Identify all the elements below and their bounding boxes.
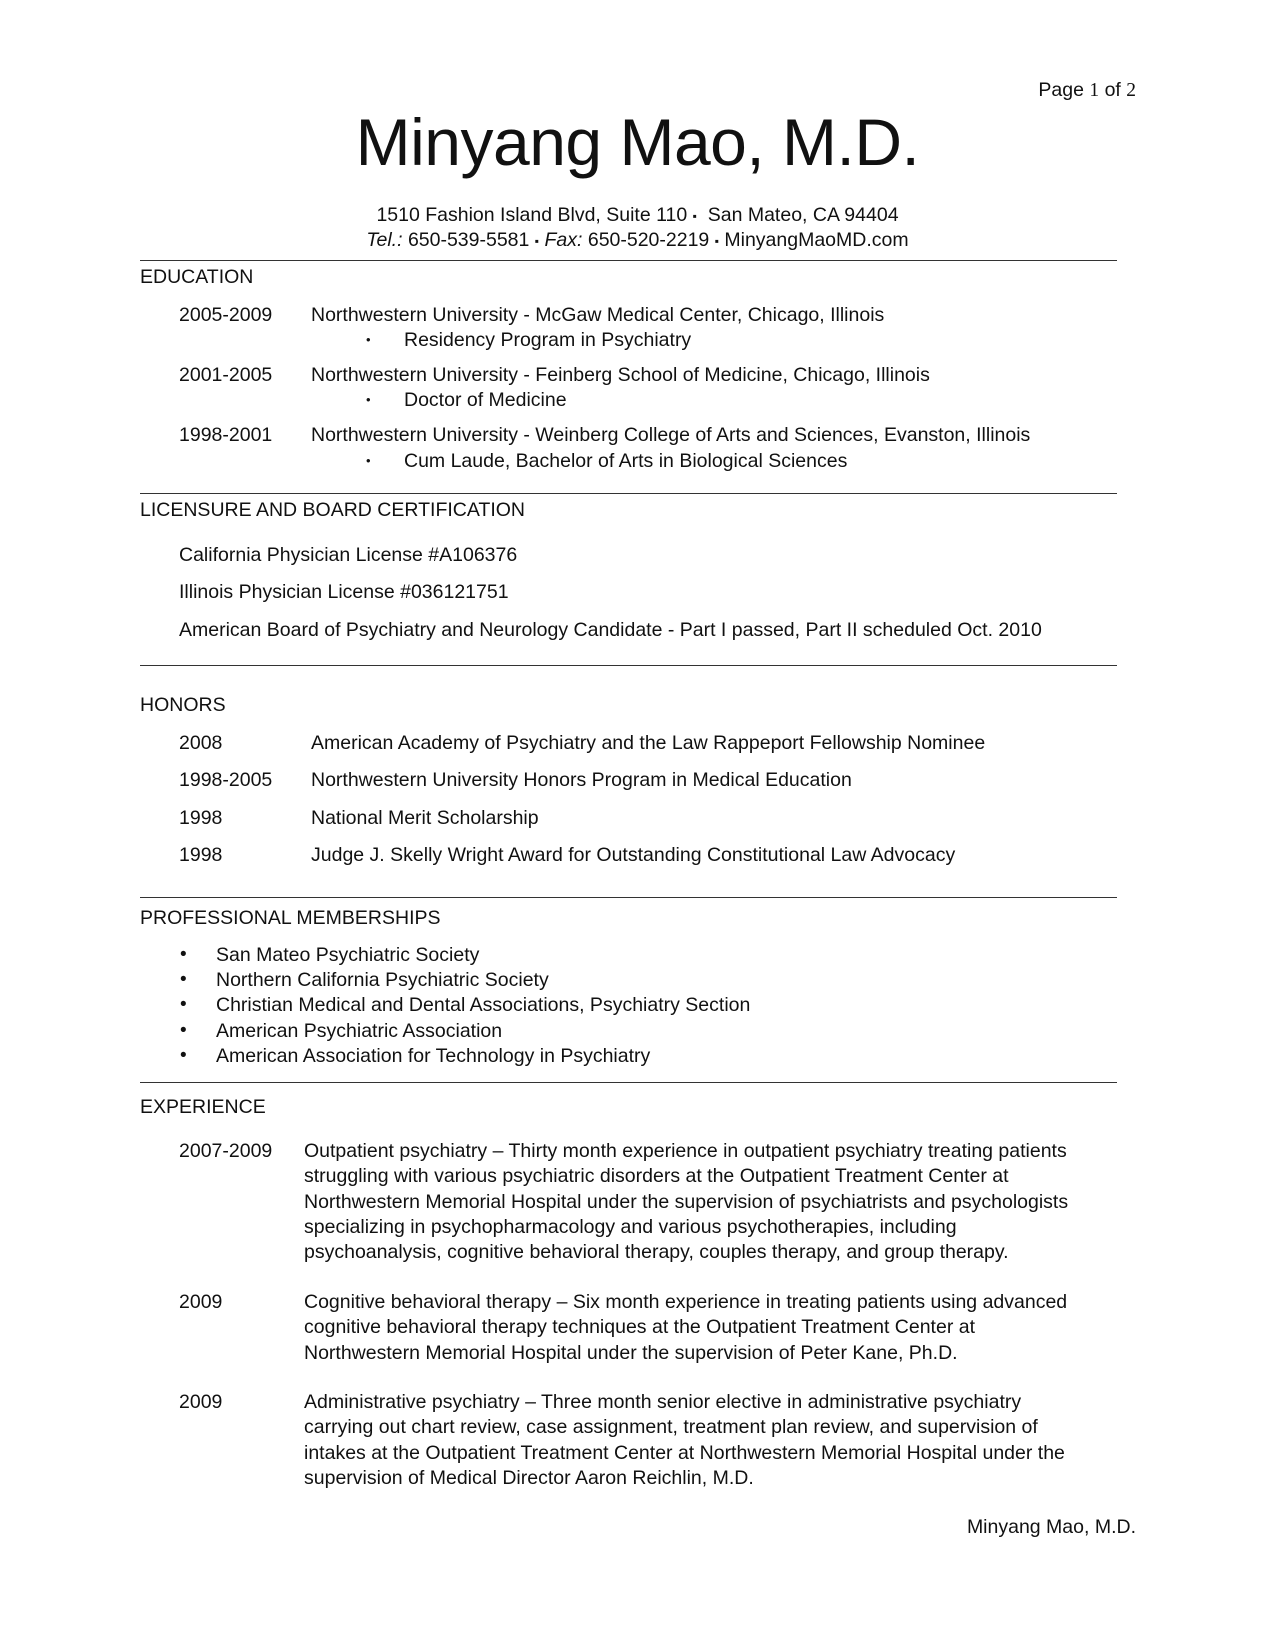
address: 1510 Fashion Island Blvd, Suite 110 [376,204,688,226]
license-item: Illinois Physician License #036121751 [179,581,509,603]
honor-year: 1998-2005 [179,769,273,791]
experience-line: carrying out chart review, case assignment, treatment plan review, and supervision of [304,1416,1038,1439]
divider [140,1082,1117,1083]
honor-year: 2008 [179,732,223,754]
experience-line: Northwestern Memorial Hospital under the supervision of psychiatrists and psychologists [304,1190,1069,1213]
separator: ▪ [714,233,719,248]
tel-label: Tel.: [366,229,403,251]
experience-line: struggling with various psychiatric disorders at the Outpatient Treatment Center at [304,1165,1009,1188]
divider [140,260,1117,261]
fax: 650-520-2219 [587,229,710,251]
divider [140,665,1117,666]
honor-text: Northwestern University Honors Program in Medical Education [311,769,852,791]
bullet-icon: • [180,994,187,1015]
experience-years: 2009 [179,1291,223,1313]
experience-line: psychoanalysis, cognitive behavioral therapy, couples therapy, and group therapy. [304,1241,1009,1264]
membership-item: San Mateo Psychiatric Society [216,944,480,966]
page-label: Page [1038,79,1084,101]
education-detail: Doctor of Medicine [404,389,567,411]
education-institution: Northwestern University - Weinberg College of Arts and Sciences, Evanston, Illinois [311,424,1031,446]
honor-year: 1998 [179,844,223,866]
experience-description [304,1390,1065,1491]
fax-label: Fax: [544,229,583,251]
separator: ▪ [534,233,540,248]
membership-item: Northern California Psychiatric Society [216,969,549,991]
education-detail: Cum Laude, Bachelor of Arts in Biological Sciences [404,450,848,472]
bullet-icon: • [366,332,371,347]
section-title-education: EDUCATION [140,266,254,288]
bullet-icon: • [180,944,187,965]
address-line [0,203,1275,228]
experience-line: Cognitive behavioral therapy – Six month experience in treating patients using advanced [304,1291,1068,1313]
page-of: of [1104,79,1121,101]
divider [140,493,1117,494]
education-years: 2001-2005 [179,364,273,386]
education-years: 2005-2009 [179,304,273,326]
separator: ▪ [692,208,697,223]
honor-text: American Academy of Psychiatry and the Law Rappeport Fellowship Nominee [311,732,986,754]
experience-line: Administrative psychiatry – Three month senior elective in administrative psychiatry [304,1391,1022,1413]
divider [140,897,1117,898]
resume-name: Minyang Mao, M.D. [355,105,920,179]
city: San Mateo, CA 94404 [707,204,899,226]
bullet-icon: • [180,1045,187,1066]
experience-description [304,1290,1067,1366]
bullet-icon: • [180,969,187,990]
tel: 650-539-5581 [407,229,530,251]
membership-item: Christian Medical and Dental Associations, Psychiatry Section [216,994,751,1016]
bullet-icon: • [180,1020,187,1041]
experience-description [304,1139,1068,1265]
experience-years: 2007-2009 [179,1140,273,1162]
experience-line: intakes at the Outpatient Treatment Center at Northwestern Memorial Hospital under the [304,1441,1065,1464]
experience-line: Northwestern Memorial Hospital under the supervision of Peter Kane, Ph.D. [304,1341,958,1364]
experience-line: supervision of Medical Director Aaron Reichlin, M.D. [304,1466,754,1489]
section-title-licensure: LICENSURE AND BOARD CERTIFICATION [140,499,526,521]
honor-text: National Merit Scholarship [311,807,539,829]
website-link[interactable]: MinyangMaoMD.com [724,229,909,251]
bullet-icon: • [366,453,371,468]
license-item: California Physician License #A106376 [179,544,518,566]
footer-name: Minyang Mao, M.D. [966,1516,1136,1538]
experience-line: specializing in psychopharmacology and various psychotherapies, including [304,1215,957,1238]
experience-line: Outpatient psychiatry – Thirty month experience in outpatient psychiatry treating patients [304,1140,1067,1162]
honor-text: Judge J. Skelly Wright Award for Outstanding Constitutional Law Advocacy [311,844,956,866]
section-title-honors: HONORS [140,694,226,716]
section-title-experience: EXPERIENCE [140,1096,266,1118]
page-total: 2 [1126,80,1136,101]
honor-year: 1998 [179,807,223,829]
membership-item: American Psychiatric Association [216,1020,503,1042]
bullet-icon: • [366,392,371,407]
education-detail: Residency Program in Psychiatry [404,329,692,351]
education-institution: Northwestern University - Feinberg School of Medicine, Chicago, Illinois [311,364,930,386]
education-institution: Northwestern University - McGaw Medical Center, Chicago, Illinois [311,304,885,326]
section-title-memberships: PROFESSIONAL MEMBERSHIPS [140,907,441,929]
page-current: 1 [1089,80,1100,101]
contact-line [0,228,1275,253]
education-years: 1998-2001 [179,424,273,446]
membership-item: American Association for Technology in Psychiatry [216,1045,651,1067]
license-item: American Board of Psychiatry and Neurology Candidate - Part I passed, Part II scheduled Oct. 2010 [179,619,1042,641]
experience-line: cognitive behavioral therapy techniques at the Outpatient Treatment Center at [304,1316,975,1339]
experience-years: 2009 [179,1391,223,1413]
